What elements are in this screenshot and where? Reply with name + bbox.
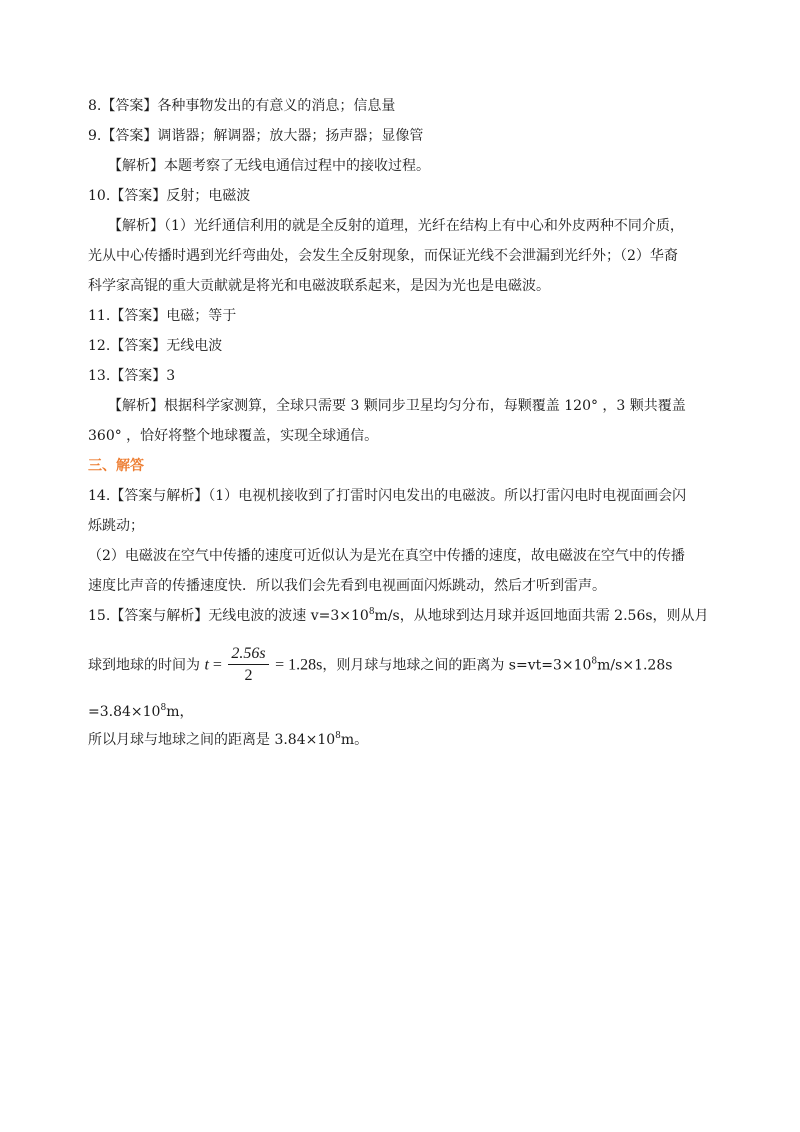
answer-13: 13.【答案】3 <box>88 368 176 384</box>
analysis-10-line1: 【解析】（1）光纤通信利用的就是全反射的道理，光纤在结构上有中心和外皮两种不同介质， <box>108 218 684 234</box>
answer-15-text: m/s×1.28s <box>597 657 673 674</box>
answer-14-line4: 速度比声音的传播速度快．所以我们会先看到电视画面闪烁跳动，然后才听到雷声。 <box>88 578 606 594</box>
answer-15-line1 <box>88 606 709 626</box>
analysis-10-line2: 光从中心传播时遇到光纤弯曲处，会发生全反射现象，而保证光线不会泄漏到光纤外；（2）华裔 <box>88 248 678 264</box>
section-heading: 三、解答 <box>88 458 144 474</box>
fraction <box>228 644 268 687</box>
formula-rhs: = 1.28s <box>275 656 323 674</box>
answer-15-text: ，则月球与地球之间的距离为 s=vt=3×10 <box>322 657 592 674</box>
answer-9: 9.【答案】调谐器；解调器；放大器；扬声器；显像管 <box>88 128 424 144</box>
exponent: 8 <box>160 703 167 713</box>
answer-15-text: 球到地球的时间为 <box>88 657 200 674</box>
answer-15-text: m/s，从地球到达月球并返回地面共需 2.56s，则从月 <box>374 608 709 624</box>
formula-lhs: t <box>204 656 209 674</box>
answer-15-text: m。 <box>340 732 369 748</box>
fraction-denominator: 2 <box>244 667 253 684</box>
answer-15-text: =3.84×10 <box>88 704 161 720</box>
answer-10: 10.【答案】反射；电磁波 <box>88 188 251 204</box>
answer-14-line3: （2）电磁波在空气中传播的速度可近似认为是光在真空中传播的速度，故电磁波在空气中的传播 <box>88 548 685 564</box>
answer-11: 11.【答案】电磁；等于 <box>88 308 237 324</box>
analysis-9: 【解析】本题考察了无线电通信过程中的接收过程。 <box>108 158 430 174</box>
fraction-numerator: 2.56s <box>228 644 268 665</box>
analysis-13-line1: 【解析】根据科学家测算，全球只需要 3 颗同步卫星均匀分布，每颗覆盖 120° ，3 颗共覆盖 <box>108 398 686 414</box>
answer-12: 12.【答案】无线电波 <box>88 338 223 354</box>
answer-15-text: 所以月球与地球之间的距离是 3.84×10 <box>88 732 336 748</box>
analysis-10-line3: 科学家高锟的重大贡献就是将光和电磁波联系起来，是因为光也是电磁波。 <box>88 278 550 294</box>
exponent: 8 <box>368 607 375 617</box>
answer-15-text: 15.【答案与解析】无线电波的波速 v=3×10 <box>88 608 369 624</box>
exponent: 8 <box>591 656 598 667</box>
answer-15-line4 <box>88 730 368 750</box>
exponent: 8 <box>335 731 341 741</box>
analysis-13-line2: 360° ，恰好将整个地球覆盖，实现全球通信。 <box>88 428 379 444</box>
answer-15-text: m， <box>166 704 194 720</box>
answer-15-line3 <box>88 702 193 722</box>
formula: t = <box>204 656 222 674</box>
answer-14-line1: 14.【答案与解析】（1）电视机接收到了打雷时闪电发出的电磁波。所以打雷闪电时电视面画会闪 <box>88 488 687 504</box>
answer-15-formula-line <box>88 644 672 687</box>
answer-14-line2: 烁跳动； <box>88 518 144 534</box>
answer-8: 8.【答案】各种事物发出的有意义的消息；信息量 <box>88 98 396 114</box>
